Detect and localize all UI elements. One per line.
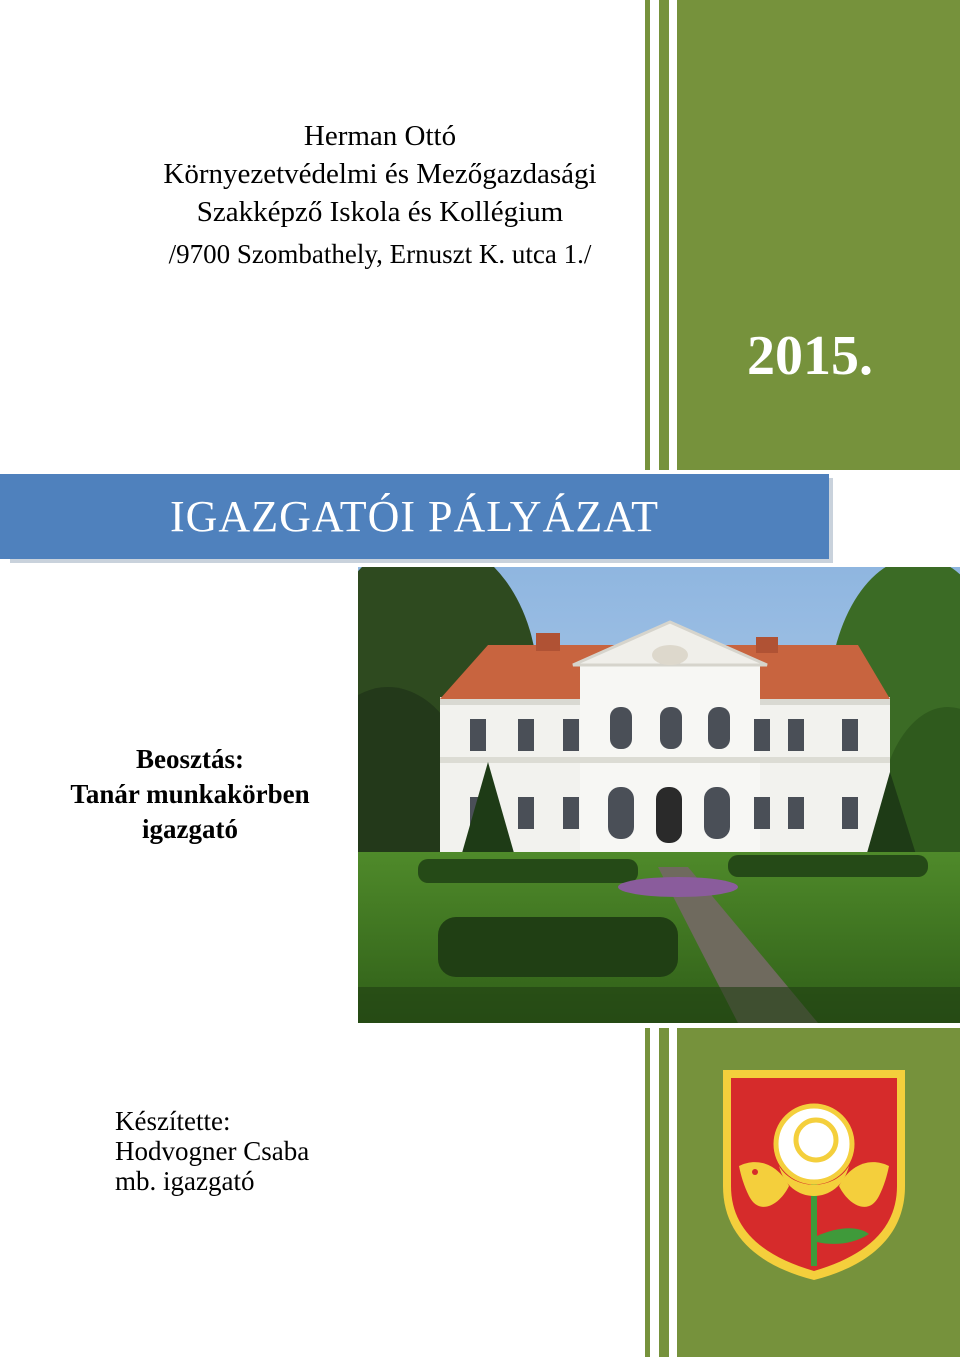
author-name: Hodvogner Csaba xyxy=(115,1136,310,1166)
school-building-photo xyxy=(358,567,960,1023)
author-label: Készítette: xyxy=(115,1106,231,1136)
author-block xyxy=(115,1106,415,1196)
year-label: 2015. xyxy=(747,325,873,387)
position-line2: igazgató xyxy=(142,814,238,844)
position-line1: Tanár munkakörben xyxy=(70,779,310,809)
school-name-line3: Szakképző Iskola és Kollégium xyxy=(196,196,564,228)
document-title: IGAZGATÓI PÁLYÁZAT xyxy=(0,474,829,559)
stripe-top-1 xyxy=(645,0,650,470)
school-name-line1: Herman Ottó xyxy=(303,120,457,152)
school-address: /9700 Szombathely, Ernuszt K. utca 1./ xyxy=(168,239,592,269)
school-name-line2: Környezetvédelmi és Mezőgazdasági xyxy=(163,158,597,190)
position-block xyxy=(40,742,340,847)
stripe-bottom-2 xyxy=(659,1028,669,1357)
author-role: mb. igazgató xyxy=(115,1166,255,1196)
school-crest-icon xyxy=(719,1066,909,1284)
school-name xyxy=(90,117,670,231)
position-label: Beosztás: xyxy=(136,744,244,774)
green-panel-top xyxy=(677,0,960,470)
stripe-bottom-1 xyxy=(645,1028,650,1357)
stripe-top-2 xyxy=(659,0,669,470)
